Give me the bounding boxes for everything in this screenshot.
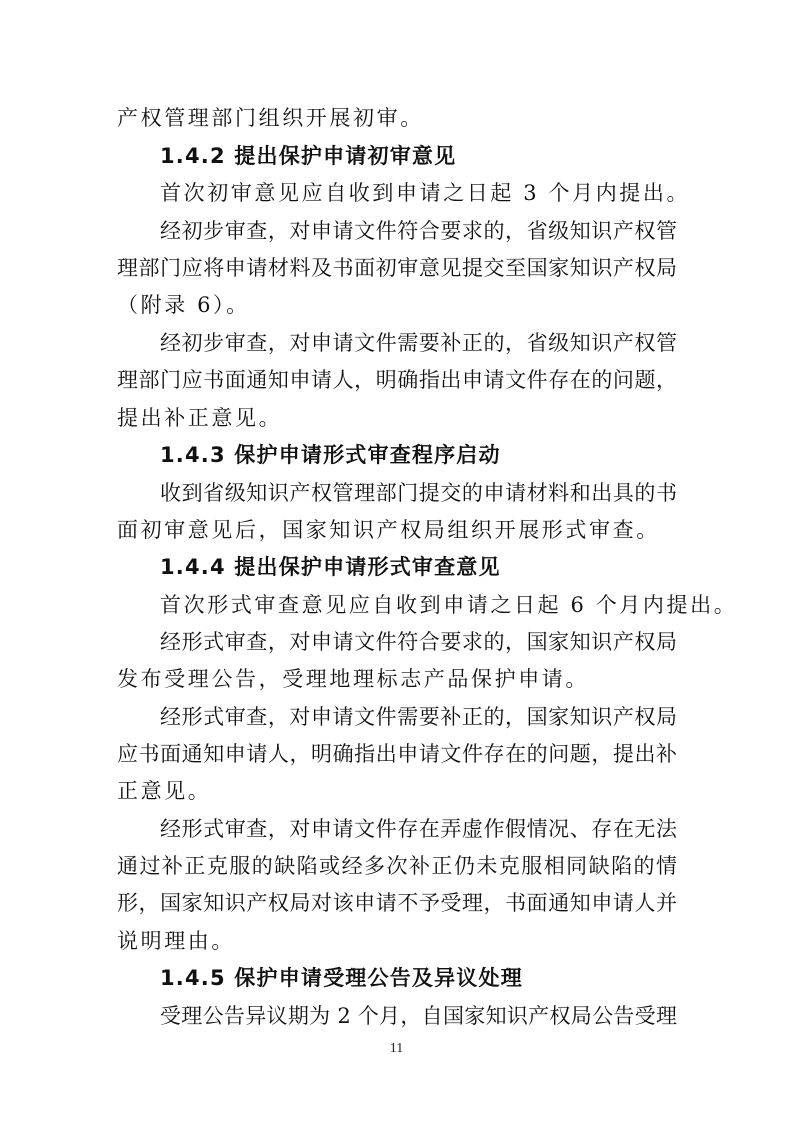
paragraph-line: 收到省级知识产权管理部门提交的申请材料和出具的书 — [160, 481, 677, 505]
paragraph-line: 产权管理部门组织开展初审。 — [117, 106, 424, 130]
paragraph-line: 形，国家知识产权局对该申请不予受理，书面通知申请人并 — [117, 891, 677, 915]
paragraph-line: 经初步审查，对申请文件符合要求的，省级知识产权管 — [160, 219, 677, 243]
section-heading-1-4-2: 1.4.2 提出保护申请初审意见 — [160, 144, 457, 168]
paragraph-line: 说明理由。 — [117, 929, 235, 953]
paragraph-line: 发布受理公告，受理地理标志产品保护申请。 — [117, 667, 589, 691]
paragraph-line: 通过补正克服的缺陷或经多次补正仍未克服相同缺陷的情 — [117, 854, 677, 878]
paragraph-line: 正意见。 — [117, 779, 212, 803]
paragraph-line: 经形式审查，对申请文件存在弄虚作假情况、存在无法 — [160, 817, 677, 841]
paragraph-line: 首次初审意见应自收到申请之日起 3 个月内提出。 — [160, 181, 691, 205]
paragraph-line: 提出补正意见。 — [117, 406, 283, 430]
paragraph-line: 经初步审查，对申请文件需要补正的，省级知识产权管 — [160, 331, 677, 355]
paragraph-line: 面初审意见后，国家知识产权局组织开展形式审查。 — [117, 518, 660, 542]
section-heading-1-4-3: 1.4.3 保护申请形式审查程序启动 — [160, 443, 501, 467]
paragraph-line: 理部门应将申请材料及书面初审意见提交至国家知识产权局 — [117, 256, 677, 280]
paragraph-line: （附录 6）。 — [117, 293, 250, 317]
paragraph-line: 理部门应书面通知申请人，明确指出申请文件存在的问题， — [117, 368, 677, 392]
paragraph-line: 经形式审查，对申请文件符合要求的，国家知识产权局 — [160, 630, 677, 654]
section-heading-1-4-5: 1.4.5 保护申请受理公告及异议处理 — [160, 966, 523, 990]
paragraph-line: 首次形式审查意见应自收到申请之日起 6 个月内提出。 — [160, 593, 738, 617]
paragraph-line: 受理公告异议期为 2 个月，自国家知识产权局公告受理 — [160, 1004, 677, 1028]
paragraph-line: 经形式审查，对申请文件需要补正的，国家知识产权局 — [160, 705, 677, 729]
section-heading-1-4-4: 1.4.4 提出保护申请形式审查意见 — [160, 555, 501, 579]
paragraph-line: 应书面通知申请人，明确指出申请文件存在的问题，提出补 — [117, 742, 677, 766]
page-number: 11 — [389, 1041, 404, 1056]
